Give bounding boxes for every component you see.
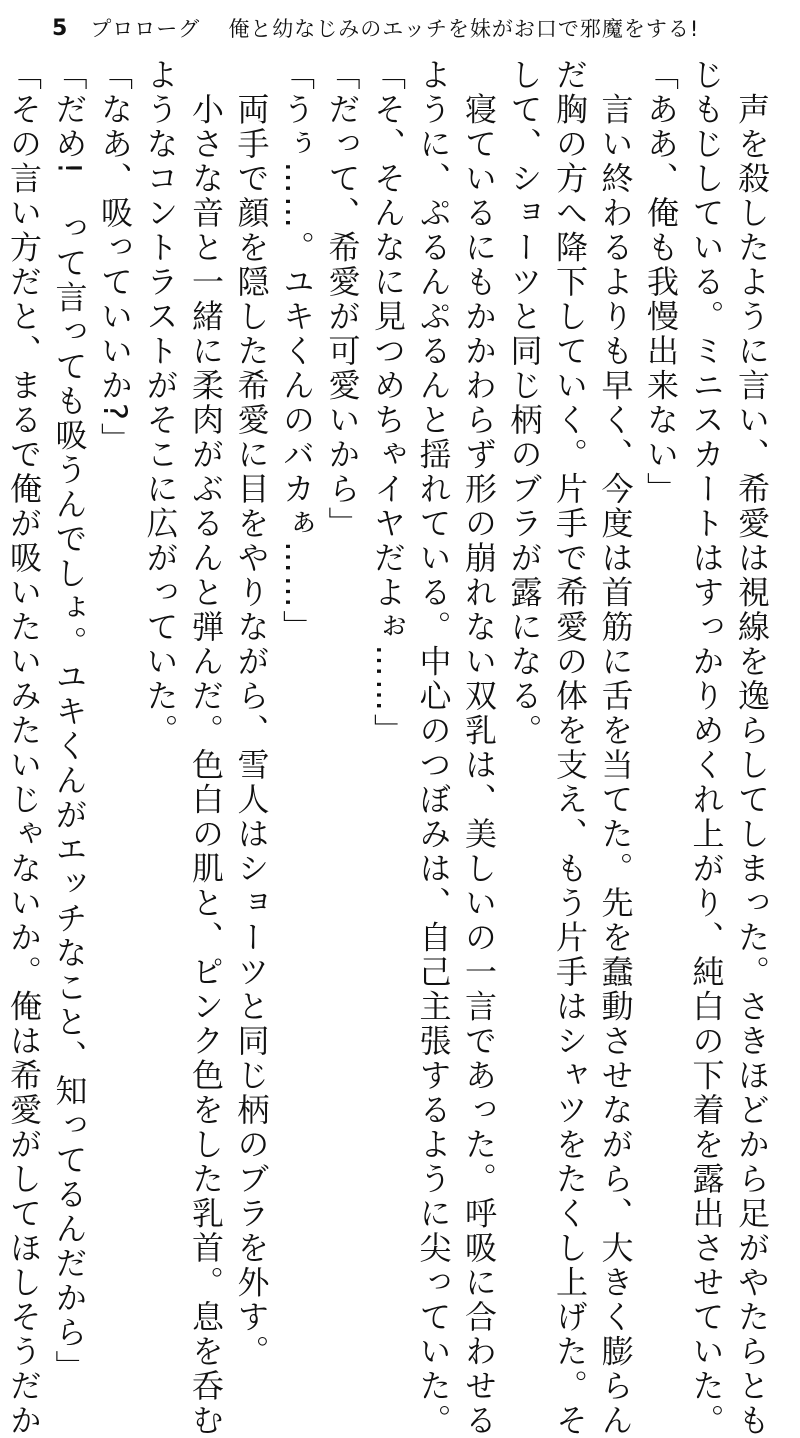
book-title: 俺と幼なじみのエッチを妹がお口で邪魔をする!: [228, 17, 700, 41]
chapter-title: プロローグ: [90, 17, 201, 41]
text-line: 寝ているにもかかわらず形の崩れない双乳は、美しいの一言であった。呼吸に合わせる: [460, 58, 498, 1438]
text-line: 「だって、希愛が可愛いから」: [323, 58, 362, 541]
text-line: だ胸の方へ降下していく。片手で希愛の体を支え、もう片手はシャツをたくし上げた。そ: [551, 58, 589, 1438]
page-header: [52, 6, 772, 50]
page-number: 5: [52, 15, 69, 41]
vertical-body-text: [5, 58, 774, 1438]
text-line: 「だめ! って言っても吸うんでしょ。ユキくんがエッチなこと、知ってるんだから」: [50, 58, 89, 1385]
text-line: 「そ、そんなに見つめちゃイヤだよぉ……」: [369, 58, 407, 748]
text-line: 声を殺したように言い、希愛は視線を逸らしてしまった。さきほどから足がやたらとも: [733, 58, 771, 1438]
text-line: 「ああ、俺も我慢出来ない」: [642, 58, 680, 507]
text-line: 小さな音と一緒に柔肉がぶるんと弾んだ。色白の肌と、ピンク色をした乳首。息を呑む: [187, 58, 225, 1438]
text-line: 両手で顔を隠した希愛に目をやりながら、雪人はショーツと同じ柄のブラを外す。: [232, 58, 271, 1369]
text-line: 「なあ、吸っていいか?」: [96, 58, 134, 457]
text-line: ように、ぷるんぷるんと揺れている。中心のつぼみは、自己主張するように尖っていた。: [414, 58, 453, 1438]
text-line: 言い終わるよりも早く、今度は首筋に舌を当てた。先を蠢動させながら、大きく膨らん: [596, 58, 635, 1438]
text-line: して、ショーツと同じ柄のブラが露になる。: [505, 58, 544, 748]
text-line: 「その言い方だと、まるで俺が吸いたいみたいじゃないか。俺は希愛がしてほしそうだか: [5, 58, 43, 1438]
text-line: 「うぅ……。ユキくんのバカぁ……」: [278, 58, 316, 645]
text-line: ようなコントラストがそこに広がっていた。: [141, 58, 180, 748]
text-line: じもじしている。ミニスカートはすっかりめくれ上がり、純白の下着を露出させていた。: [687, 58, 726, 1438]
